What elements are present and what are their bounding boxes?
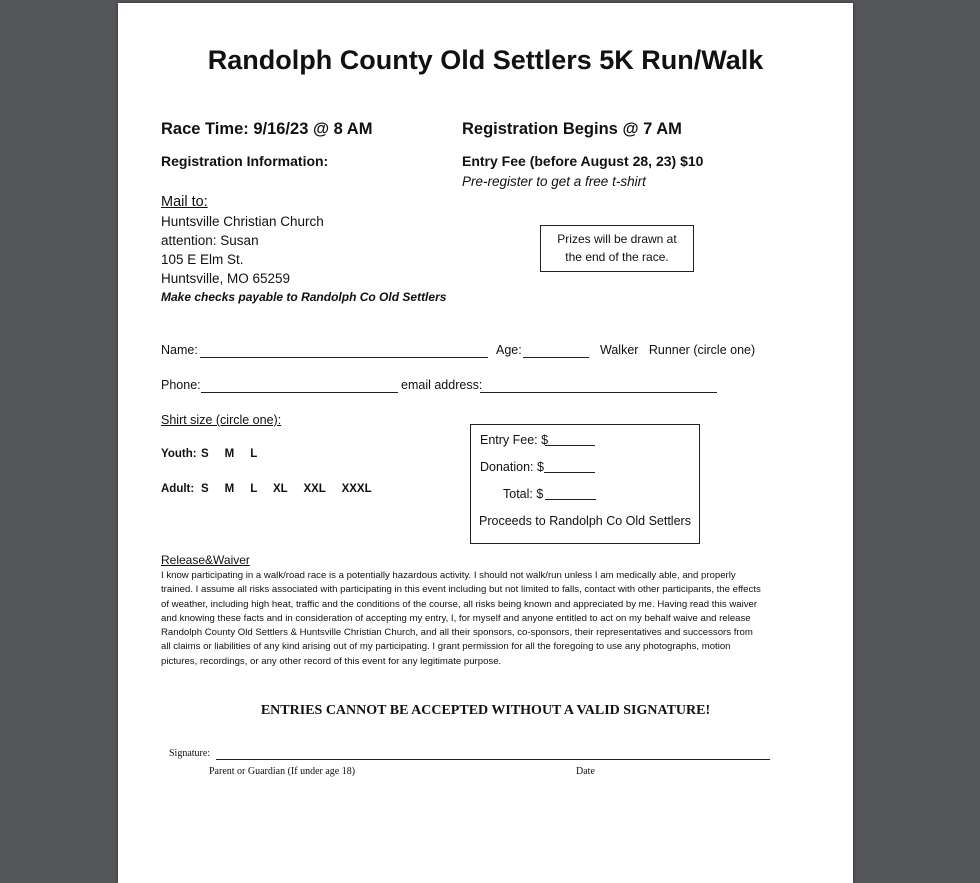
entry-fee-field[interactable] <box>545 445 595 446</box>
donation-label: Donation: $ <box>480 460 544 474</box>
waiver-title: Release&Waiver <box>161 553 250 567</box>
proceeds-note: Proceeds to Randolph Co Old Settlers <box>479 514 691 528</box>
walker-runner-choice: Walker Runner (circle one) <box>600 343 756 357</box>
registration-info-heading: Registration Information: <box>161 153 329 169</box>
form-title: Randolph County Old Settlers 5K Run/Walk <box>207 45 764 75</box>
adult-sizes: S M L XL XXL XXXL <box>201 483 372 495</box>
waiver-text: I know participating in a walk/road race is a potentially hazardous activity. I should not walk/run unless I am medically able, and properly trained. I assume all risks associated with participating in this event including but not limited to falls, contact with other participants, the effects of weather, including high heat, traffic and the conditions of the course, all risks being known and appreciated by me. Having read this waiver and knowing these facts and in consideration of accepting my entry, I, for myself and anyone entitled to act on my behalf waive and release Randolph County Old Settlers & Huntsville Christian Church, and all their sponsors, co-sponsors, their representatives and successors from all claims or liabilities of any kind arising out of my participating. I grant permission for all the foregoing to use any photographs, motion pictures, recordings, or any other record of this event for any legitimate purpose. <box>161 570 761 667</box>
fee-box <box>470 424 700 544</box>
adult-label: Adult: <box>161 483 195 495</box>
phone-field[interactable] <box>201 392 398 393</box>
youth-sizes: S M L <box>201 448 258 460</box>
prizes-line: Prizes will be drawn at <box>557 232 677 246</box>
guardian-label: Parent or Guardian (If under age 18) <box>209 766 356 777</box>
mail-line: 105 E Elm St. <box>161 252 244 267</box>
mail-line: Huntsville, MO 65259 <box>161 271 291 286</box>
donation-field[interactable] <box>544 472 595 473</box>
shirt-size-label: Shirt size (circle one): <box>161 413 282 427</box>
signature-notice: ENTRIES CANNOT BE ACCEPTED WITHOUT A VALID SIGNATURE! <box>260 703 711 718</box>
prizes-box <box>540 225 694 272</box>
entry-fee-label: Entry Fee: $ <box>480 433 549 447</box>
registration-form-page <box>118 3 853 883</box>
date-label: Date <box>576 766 595 777</box>
checks-payable-note: Make checks payable to Randolph Co Old Settlers <box>161 290 447 304</box>
entry-fee-heading: Entry Fee (before August 28, 23) $10 <box>462 153 704 169</box>
signature-label: Signature: <box>169 748 211 759</box>
registration-begins: Registration Begins @ 7 AM <box>462 120 682 138</box>
phone-label: Phone: <box>161 378 201 392</box>
youth-label: Youth: <box>161 448 197 460</box>
total-label: Total: $ <box>503 487 544 501</box>
race-time: Race Time: 9/16/23 @ 8 AM <box>161 120 373 138</box>
preregister-note: Pre-register to get a free t-shirt <box>462 174 646 189</box>
prizes-line: the end of the race. <box>565 250 669 264</box>
mail-line: attention: Susan <box>161 233 259 248</box>
mail-to-label: Mail to: <box>161 194 208 210</box>
email-label: email address: <box>401 378 483 392</box>
total-field[interactable] <box>545 499 596 500</box>
mail-line: Huntsville Christian Church <box>161 214 324 229</box>
name-field[interactable] <box>200 357 488 358</box>
name-label: Name: <box>161 343 198 357</box>
email-field[interactable] <box>480 392 717 393</box>
age-label: Age: <box>496 343 522 357</box>
signature-field[interactable] <box>216 759 770 760</box>
age-field[interactable] <box>523 357 589 358</box>
